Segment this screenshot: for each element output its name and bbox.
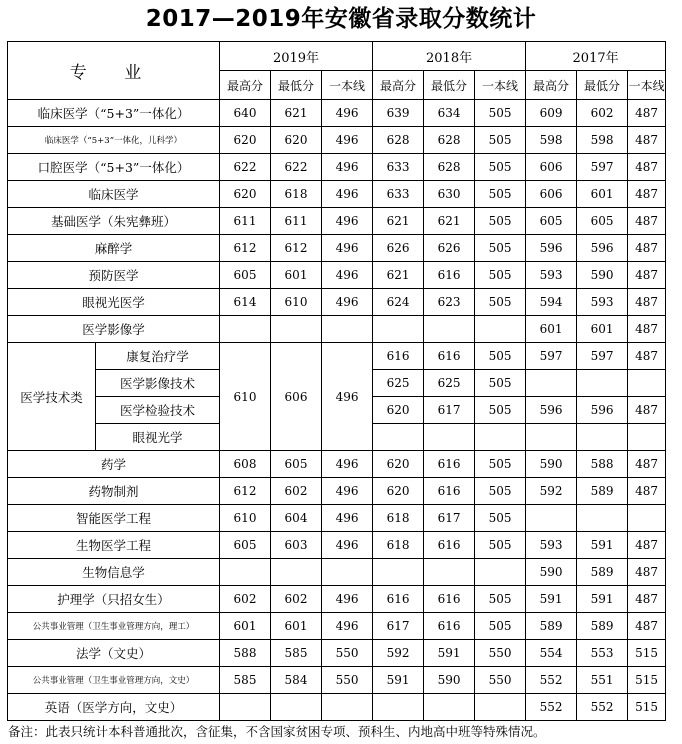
year-header-2018: 2018年 bbox=[373, 42, 526, 71]
score-2018-min: 616 bbox=[424, 343, 475, 370]
score-2018-min: 616 bbox=[424, 613, 475, 640]
score-2019-max: 640 bbox=[220, 100, 271, 127]
score-2019-max: 620 bbox=[220, 127, 271, 154]
score-2019-min: 610 bbox=[271, 289, 322, 316]
score-2017-max: 552 bbox=[526, 667, 577, 694]
year-header-2019: 2019年 bbox=[220, 42, 373, 71]
table-row bbox=[8, 208, 666, 235]
score-2017-min: 593 bbox=[577, 289, 628, 316]
score-2018-max: 625 bbox=[373, 370, 424, 397]
score-2018-line: 505 bbox=[475, 370, 526, 397]
score-2017-line: 515 bbox=[628, 667, 666, 694]
score-2017-min: 589 bbox=[577, 613, 628, 640]
score-2017-line: 487 bbox=[628, 613, 666, 640]
column-header-max: 最高分 bbox=[373, 71, 424, 100]
score-2019-line: 496 bbox=[322, 100, 373, 127]
score-2018-min: 625 bbox=[424, 370, 475, 397]
footnote: 备注：此表只统计本科普通批次，含征集，不含国家贫困专项、预科生、内地高中班等特殊情况。 bbox=[8, 724, 546, 739]
score-2018-min: 617 bbox=[424, 397, 475, 424]
score-2017-max: 589 bbox=[526, 613, 577, 640]
table-row bbox=[8, 100, 666, 127]
score-2018-line: 505 bbox=[475, 289, 526, 316]
score-table bbox=[7, 41, 666, 721]
score-2018-max: 620 bbox=[373, 478, 424, 505]
score-2018-line: 505 bbox=[475, 127, 526, 154]
score-2018-min: 617 bbox=[424, 505, 475, 532]
score-2017-min bbox=[577, 424, 628, 451]
score-2017-min: 598 bbox=[577, 127, 628, 154]
score-2019-min: 622 bbox=[271, 154, 322, 181]
score-2018-line bbox=[475, 559, 526, 586]
score-2019-min: 605 bbox=[271, 451, 322, 478]
score-2019-line bbox=[322, 559, 373, 586]
score-2017-line bbox=[628, 424, 666, 451]
score-2017-max: 598 bbox=[526, 127, 577, 154]
score-2017-min: 589 bbox=[577, 478, 628, 505]
score-2017-line: 487 bbox=[628, 532, 666, 559]
score-2017-line: 487 bbox=[628, 559, 666, 586]
score-2018-max: 592 bbox=[373, 640, 424, 667]
column-header-max: 最高分 bbox=[526, 71, 577, 100]
score-2018-line: 505 bbox=[475, 613, 526, 640]
score-2018-line: 505 bbox=[475, 343, 526, 370]
score-2018-max: 616 bbox=[373, 586, 424, 613]
score-2017-line: 487 bbox=[628, 181, 666, 208]
sub-major-name: 医学检验技术 bbox=[96, 397, 220, 424]
score-2019-max: 620 bbox=[220, 181, 271, 208]
score-2017-max bbox=[526, 370, 577, 397]
score-2019-min: 621 bbox=[271, 100, 322, 127]
table-row bbox=[8, 127, 666, 154]
score-2019-min: 602 bbox=[271, 478, 322, 505]
score-2019-max: 612 bbox=[220, 235, 271, 262]
score-2019-line bbox=[322, 694, 373, 721]
score-2019-line: 496 bbox=[322, 235, 373, 262]
score-2018-max: 618 bbox=[373, 505, 424, 532]
column-header-min: 最低分 bbox=[271, 71, 322, 100]
score-2017-min: 596 bbox=[577, 397, 628, 424]
column-header-line: 一本线 bbox=[475, 71, 526, 100]
score-2018-max: 633 bbox=[373, 154, 424, 181]
year-header-2017: 2017年 bbox=[526, 42, 666, 71]
score-2019-min: 585 bbox=[271, 640, 322, 667]
score-2017-max: 593 bbox=[526, 532, 577, 559]
score-2018-max: 626 bbox=[373, 235, 424, 262]
score-2018-max bbox=[373, 559, 424, 586]
column-header-max: 最高分 bbox=[220, 71, 271, 100]
major-name: 临床医学 bbox=[8, 181, 220, 208]
score-2018-max bbox=[373, 424, 424, 451]
score-2017-line: 487 bbox=[628, 235, 666, 262]
score-2018-line bbox=[475, 316, 526, 343]
major-name: 药学 bbox=[8, 451, 220, 478]
table-row bbox=[8, 694, 666, 721]
score-2018-min: 616 bbox=[424, 532, 475, 559]
major-name: 生物信息学 bbox=[8, 559, 220, 586]
score-2017-min: 597 bbox=[577, 154, 628, 181]
major-name: 公共事业管理（卫生事业管理方向，理工） bbox=[8, 613, 220, 640]
score-2019-line: 496 bbox=[322, 181, 373, 208]
score-2019-line: 496 bbox=[322, 289, 373, 316]
score-2019-max: 610 bbox=[220, 343, 271, 451]
sub-major-name: 眼视光学 bbox=[96, 424, 220, 451]
score-2019-line: 496 bbox=[322, 343, 373, 451]
score-2017-line: 487 bbox=[628, 397, 666, 424]
group-name: 医学技术类 bbox=[8, 343, 96, 451]
score-2018-min bbox=[424, 316, 475, 343]
score-2019-min: 603 bbox=[271, 532, 322, 559]
score-2019-line: 496 bbox=[322, 586, 373, 613]
major-name: 公共事业管理（卫生事业管理方向，文史） bbox=[8, 667, 220, 694]
score-2017-max: 593 bbox=[526, 262, 577, 289]
score-2018-line: 505 bbox=[475, 208, 526, 235]
score-2017-min: 596 bbox=[577, 235, 628, 262]
score-2017-min: 552 bbox=[577, 694, 628, 721]
score-2019-line: 496 bbox=[322, 532, 373, 559]
score-2017-min: 588 bbox=[577, 451, 628, 478]
score-2018-line: 505 bbox=[475, 181, 526, 208]
score-2019-min bbox=[271, 316, 322, 343]
score-2017-min: 605 bbox=[577, 208, 628, 235]
score-2017-max bbox=[526, 505, 577, 532]
score-2019-line: 496 bbox=[322, 613, 373, 640]
major-name: 药物制剂 bbox=[8, 478, 220, 505]
score-2018-min: 623 bbox=[424, 289, 475, 316]
score-2017-max: 590 bbox=[526, 451, 577, 478]
score-2019-min: 606 bbox=[271, 343, 322, 451]
score-2019-min bbox=[271, 694, 322, 721]
score-2017-max bbox=[526, 424, 577, 451]
score-2018-min bbox=[424, 559, 475, 586]
score-2017-line: 487 bbox=[628, 262, 666, 289]
score-2019-min: 604 bbox=[271, 505, 322, 532]
score-2019-max bbox=[220, 559, 271, 586]
sub-major-name: 医学影像技术 bbox=[96, 370, 220, 397]
table-row bbox=[8, 505, 666, 532]
major-name: 预防医学 bbox=[8, 262, 220, 289]
score-2019-line: 496 bbox=[322, 208, 373, 235]
score-2019-max bbox=[220, 694, 271, 721]
score-2019-max bbox=[220, 316, 271, 343]
score-2019-max: 605 bbox=[220, 532, 271, 559]
score-2017-min: 601 bbox=[577, 316, 628, 343]
major-name: 基础医学（朱宪彝班） bbox=[8, 208, 220, 235]
score-2017-max: 590 bbox=[526, 559, 577, 586]
score-2019-max: 601 bbox=[220, 613, 271, 640]
score-2017-min: 602 bbox=[577, 100, 628, 127]
score-2019-max: 588 bbox=[220, 640, 271, 667]
score-2019-min bbox=[271, 559, 322, 586]
score-2019-max: 612 bbox=[220, 478, 271, 505]
score-2018-max bbox=[373, 694, 424, 721]
table-row bbox=[8, 478, 666, 505]
score-2018-max: 618 bbox=[373, 532, 424, 559]
major-name: 医学影像学 bbox=[8, 316, 220, 343]
table-row bbox=[8, 532, 666, 559]
score-2018-line: 550 bbox=[475, 640, 526, 667]
column-header-min: 最低分 bbox=[424, 71, 475, 100]
score-2018-max: 621 bbox=[373, 262, 424, 289]
major-name: 眼视光医学 bbox=[8, 289, 220, 316]
table-row bbox=[8, 586, 666, 613]
score-2018-line bbox=[475, 694, 526, 721]
score-2017-max: 552 bbox=[526, 694, 577, 721]
score-2018-line: 505 bbox=[475, 532, 526, 559]
score-2018-min: 616 bbox=[424, 478, 475, 505]
score-2017-max: 601 bbox=[526, 316, 577, 343]
score-2019-line: 496 bbox=[322, 451, 373, 478]
table-row bbox=[8, 235, 666, 262]
score-2019-max: 585 bbox=[220, 667, 271, 694]
score-2017-min: 590 bbox=[577, 262, 628, 289]
score-2018-line: 505 bbox=[475, 505, 526, 532]
major-name: 智能医学工程 bbox=[8, 505, 220, 532]
score-2017-line bbox=[628, 505, 666, 532]
score-2019-max: 605 bbox=[220, 262, 271, 289]
score-2018-line: 505 bbox=[475, 397, 526, 424]
score-2018-min: 628 bbox=[424, 127, 475, 154]
column-header-line: 一本线 bbox=[628, 71, 666, 100]
score-2017-min: 591 bbox=[577, 532, 628, 559]
score-2017-max: 606 bbox=[526, 181, 577, 208]
score-2018-line: 550 bbox=[475, 667, 526, 694]
table-row bbox=[8, 343, 666, 370]
score-2019-min: 611 bbox=[271, 208, 322, 235]
score-2018-min: 630 bbox=[424, 181, 475, 208]
score-2018-line: 505 bbox=[475, 451, 526, 478]
table-row bbox=[8, 289, 666, 316]
table-row bbox=[8, 154, 666, 181]
table-row bbox=[8, 613, 666, 640]
score-2017-min: 553 bbox=[577, 640, 628, 667]
score-2018-min bbox=[424, 694, 475, 721]
score-2018-max: 591 bbox=[373, 667, 424, 694]
score-2018-min: 616 bbox=[424, 586, 475, 613]
score-2017-max: 596 bbox=[526, 397, 577, 424]
score-2018-max: 624 bbox=[373, 289, 424, 316]
major-name: 生物医学工程 bbox=[8, 532, 220, 559]
table-row bbox=[8, 667, 666, 694]
score-2018-line: 505 bbox=[475, 478, 526, 505]
score-2019-min: 620 bbox=[271, 127, 322, 154]
score-2017-min bbox=[577, 505, 628, 532]
table-row bbox=[8, 559, 666, 586]
major-name: 口腔医学（“5+3”一体化） bbox=[8, 154, 220, 181]
score-2019-max: 608 bbox=[220, 451, 271, 478]
score-2017-max: 596 bbox=[526, 235, 577, 262]
score-2017-line bbox=[628, 370, 666, 397]
score-2017-min: 591 bbox=[577, 586, 628, 613]
score-2017-line: 515 bbox=[628, 640, 666, 667]
score-2018-max: 639 bbox=[373, 100, 424, 127]
score-2019-min: 612 bbox=[271, 235, 322, 262]
score-2017-min bbox=[577, 370, 628, 397]
score-2018-max: 616 bbox=[373, 343, 424, 370]
score-2019-min: 601 bbox=[271, 613, 322, 640]
column-header-line: 一本线 bbox=[322, 71, 373, 100]
column-header-min: 最低分 bbox=[577, 71, 628, 100]
major-name: 临床医学（“5+3”一体化，儿科学） bbox=[8, 127, 220, 154]
score-2019-max: 622 bbox=[220, 154, 271, 181]
score-2017-line: 487 bbox=[628, 289, 666, 316]
score-2018-max: 633 bbox=[373, 181, 424, 208]
major-column-header: 专 业 bbox=[8, 42, 220, 100]
score-2017-line: 487 bbox=[628, 127, 666, 154]
table-row bbox=[8, 451, 666, 478]
table-row bbox=[8, 640, 666, 667]
score-2017-min: 551 bbox=[577, 667, 628, 694]
score-2018-max: 617 bbox=[373, 613, 424, 640]
score-2017-max: 605 bbox=[526, 208, 577, 235]
score-2017-max: 594 bbox=[526, 289, 577, 316]
score-2018-max: 621 bbox=[373, 208, 424, 235]
score-2019-line: 496 bbox=[322, 505, 373, 532]
score-2017-min: 601 bbox=[577, 181, 628, 208]
sub-major-name: 康复治疗学 bbox=[96, 343, 220, 370]
major-name: 临床医学（“5+3”一体化） bbox=[8, 100, 220, 127]
score-2019-line: 496 bbox=[322, 478, 373, 505]
score-2017-line: 487 bbox=[628, 316, 666, 343]
table-row bbox=[8, 316, 666, 343]
score-2018-max: 628 bbox=[373, 127, 424, 154]
major-name: 法学（文史） bbox=[8, 640, 220, 667]
score-2019-min: 584 bbox=[271, 667, 322, 694]
score-2019-min: 602 bbox=[271, 586, 322, 613]
score-2018-max bbox=[373, 316, 424, 343]
score-2017-line: 487 bbox=[628, 100, 666, 127]
score-2017-max: 609 bbox=[526, 100, 577, 127]
score-2017-min: 589 bbox=[577, 559, 628, 586]
major-name: 英语（医学方向，文史） bbox=[8, 694, 220, 721]
score-2018-min: 628 bbox=[424, 154, 475, 181]
score-2018-line: 505 bbox=[475, 235, 526, 262]
score-2018-line: 505 bbox=[475, 586, 526, 613]
major-name: 麻醉学 bbox=[8, 235, 220, 262]
score-2018-min: 634 bbox=[424, 100, 475, 127]
score-2017-max: 554 bbox=[526, 640, 577, 667]
score-2017-line: 487 bbox=[628, 451, 666, 478]
score-2018-min: 621 bbox=[424, 208, 475, 235]
table-row bbox=[8, 262, 666, 289]
table-row bbox=[8, 181, 666, 208]
score-2017-line: 487 bbox=[628, 343, 666, 370]
score-2018-min: 626 bbox=[424, 235, 475, 262]
score-2019-max: 602 bbox=[220, 586, 271, 613]
score-2018-line bbox=[475, 424, 526, 451]
score-2018-min: 616 bbox=[424, 451, 475, 478]
major-name: 护理学（只招女生） bbox=[8, 586, 220, 613]
score-2018-min bbox=[424, 424, 475, 451]
page-title: 2017—2019年安徽省录取分数统计 bbox=[145, 6, 537, 32]
score-2019-line: 550 bbox=[322, 667, 373, 694]
score-2019-line: 496 bbox=[322, 262, 373, 289]
score-2018-max: 620 bbox=[373, 397, 424, 424]
score-2017-line: 515 bbox=[628, 694, 666, 721]
score-2018-line: 505 bbox=[475, 262, 526, 289]
score-2019-min: 601 bbox=[271, 262, 322, 289]
score-2017-max: 591 bbox=[526, 586, 577, 613]
score-2019-max: 611 bbox=[220, 208, 271, 235]
score-2017-max: 606 bbox=[526, 154, 577, 181]
score-2017-line: 487 bbox=[628, 478, 666, 505]
score-2017-min: 597 bbox=[577, 343, 628, 370]
score-2017-max: 592 bbox=[526, 478, 577, 505]
score-2019-min: 618 bbox=[271, 181, 322, 208]
score-2018-max: 620 bbox=[373, 451, 424, 478]
score-2019-max: 614 bbox=[220, 289, 271, 316]
score-2017-line: 487 bbox=[628, 208, 666, 235]
score-2017-max: 597 bbox=[526, 343, 577, 370]
score-2018-min: 590 bbox=[424, 667, 475, 694]
score-2019-max: 610 bbox=[220, 505, 271, 532]
score-2019-line: 496 bbox=[322, 127, 373, 154]
score-2018-line: 505 bbox=[475, 154, 526, 181]
score-2018-line: 505 bbox=[475, 100, 526, 127]
score-2017-line: 487 bbox=[628, 586, 666, 613]
score-2017-line: 487 bbox=[628, 154, 666, 181]
score-2019-line: 550 bbox=[322, 640, 373, 667]
score-2018-min: 616 bbox=[424, 262, 475, 289]
score-2019-line bbox=[322, 316, 373, 343]
score-2018-min: 591 bbox=[424, 640, 475, 667]
score-2019-line: 496 bbox=[322, 154, 373, 181]
